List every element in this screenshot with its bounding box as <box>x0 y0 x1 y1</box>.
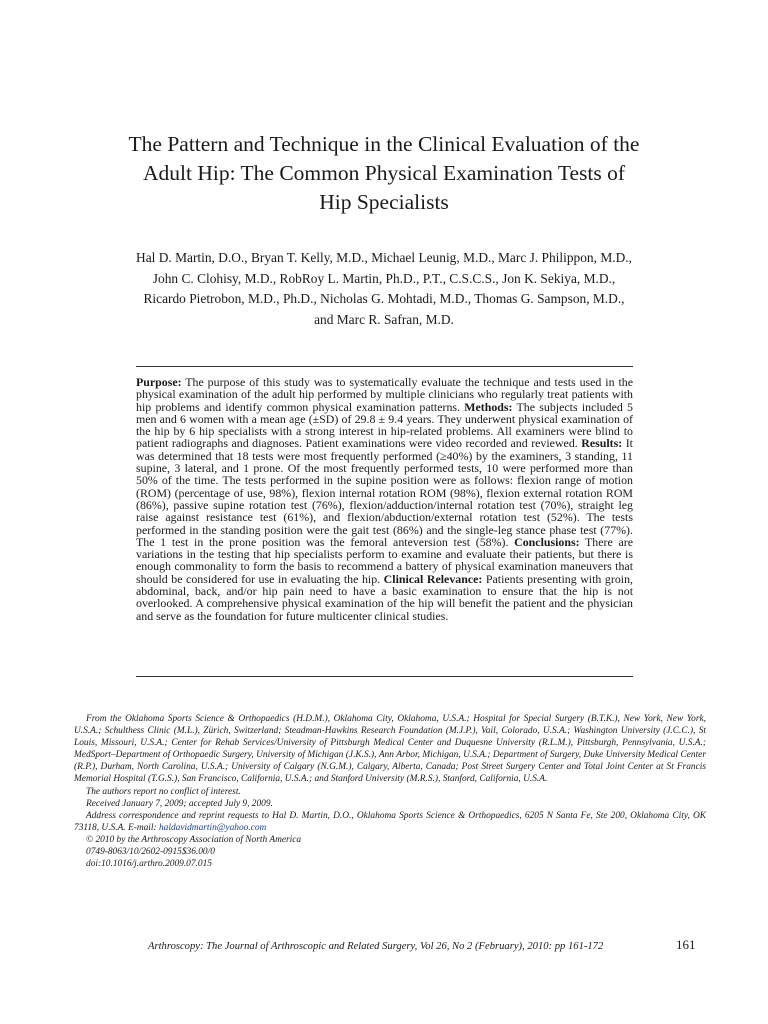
abstract-conclusions-text: There are variations in the testing that hip specialists perform to examine and evaluate their patients, but there is enough commonality to form the basis to recommend a battery of physical examination maneuvers that should be considered for use in evaluating the hip. <box>136 534 633 586</box>
journal-citation: Arthroscopy: The Journal of Arthroscopic and Related Surgery, Vol 26, No 2 (February), 2010: pp 161-172 <box>148 941 604 952</box>
article-title <box>60 130 708 217</box>
abstract-top-rule <box>136 366 633 367</box>
author-line: Ricardo Pietrobon, M.D., Ph.D., Nicholas G. Mohtadi, M.D., Thomas G. Sampson, M.D., <box>143 291 625 306</box>
doi-note: doi:10.1016/j.arthro.2009.07.015 <box>86 859 212 870</box>
author-line: Hal D. Martin, D.O., Bryan T. Kelly, M.D., Michael Leunig, M.D., Marc J. Philippon, M.D., <box>136 250 632 265</box>
title-line: Hip Specialists <box>319 190 449 214</box>
received-note: Received January 7, 2009; accepted July 9, 2009. <box>86 798 273 809</box>
author-line: and Marc R. Safran, M.D. <box>314 311 454 327</box>
correspondence-address: Address correspondence and reprint requests to Hal D. Martin, D.O., Oklahoma Sports Science & Orthopaedics, 6205 N Santa Fe, Ste 200, Oklahoma City, OK 73118, U.S.A. E-mail: <box>74 810 706 833</box>
email-link[interactable]: haldavidmartin@yahoo.com <box>158 822 267 833</box>
page-number: 161 <box>676 937 696 952</box>
abstract-relevance-label: Clinical Relevance: <box>383 571 483 586</box>
author-line: John C. Clohisy, M.D., RobRoy L. Martin, Ph.D., P.T., C.S.C.S., Jon K. Sekiya, M.D., <box>152 270 616 286</box>
affiliations-note: From the Oklahoma Sports Science & Orthopaedics (H.D.M.), Oklahoma City, Oklahoma, U.S.A.; Hospital for Special Surgery (B.T.K.), New York, New York, U.S.A.; Schulthess Clinic (M.L.), Zürich, Switzerland; Steadman-Hawkins Research Foundation (M.J.P.), Vail, Colorado, U.S.A.; Washington University (J.C.C.), St Louis, Missouri, U.S.A.; Center for Rehab Services/University of Pittsburgh Medical Center and Duquesne University (R.L.M.), Pittsburgh, Pennsylvania, U.S.A.; MedSport–Department of Orthopaedic Surgery, University of Michigan (J.K.S.), Ann Arbor, Michigan, U.S.A.; Department of Surgery, Duke University Medical Center (R.P.), Durham, North Carolina, U.S.A.; University of Calgary (N.G.M.), Calgary, Alberta, Canada; Post Street Surgery Center and Total Joint Center at St Francis Memorial Hospital (T.G.S.), San Francisco, California, U.S.A.; and Stanford University (M.R.S.), Stanford, California, U.S.A. <box>74 714 706 785</box>
abstract-results-text: It was determined that 18 tests were most frequently performed (≥40%) by the examiners, 3 standing, 11 supine, 3 lateral, and 1 prone. Of the most frequently performed tests, 10 were performed more than 50% of the time. The tests performed in the supine position were as follows: flexion range of motion (ROM) (percentage of use, 98%), flexion internal rotation ROM (98%), flexion external rotation ROM (86%), passive supine rotation test (76%), flexion/adduction/internal rotation test (70%), straight leg raise against resistance test (61%), and flexion/abduction/external rotation test (52%). The tests performed in the standing position were the gait test (86%) and the single-leg stance phase test (77%). The 1 test in the prone position was the femoral anteversion test (58%). <box>136 436 633 549</box>
copyright-note: © 2010 by the Arthroscopy Association of North America <box>86 834 302 845</box>
author-list <box>40 248 728 330</box>
title-line: Adult Hip: The Common Physical Examination Tests of <box>142 161 626 185</box>
abstract-methods-label: Methods: <box>464 399 513 414</box>
abstract-methods-text: The subjects included 5 men and 6 women with a mean age (±SD) of 29.8 ± 9.4 years. They underwent physical examination of the hip by 6 hip specialists with a strong interest in hip-related problems. All examiners were blind to patient radiographs and diagnoses. Patient examinations were video recorded and reviewed. <box>136 399 633 451</box>
abstract-conclusions-label: Conclusions: <box>514 534 580 549</box>
abstract <box>136 376 633 622</box>
abstract-bottom-rule <box>136 676 633 677</box>
abstract-results-label: Results: <box>581 436 623 451</box>
title-line: The Pattern and Technique in the Clinical Evaluation of the <box>128 132 640 156</box>
conflict-note: The authors report no conflict of interest. <box>86 786 241 797</box>
issn-note: 0749-8063/10/2602-0915$36.00/0 <box>86 847 215 858</box>
correspondence-note <box>74 810 706 834</box>
abstract-purpose-label: Purpose: <box>136 375 182 389</box>
abstract-relevance-text: Patients presenting with groin, abdominal, back, and/or hip pain need to have a basic examination to ensure that the hip is not overlooked. A comprehensive physical examination of the hip will benefit the patient and the physician and serve as the foundation for future multicenter clinical studies. <box>136 571 633 623</box>
footnotes <box>74 713 706 870</box>
abstract-purpose-text: The purpose of this study was to systematically evaluate the technique and tests used in the physical examination of the adult hip performed by multiple clinicians who regularly treat patients with hip problems and identify common physical examination patterns. <box>136 375 633 414</box>
